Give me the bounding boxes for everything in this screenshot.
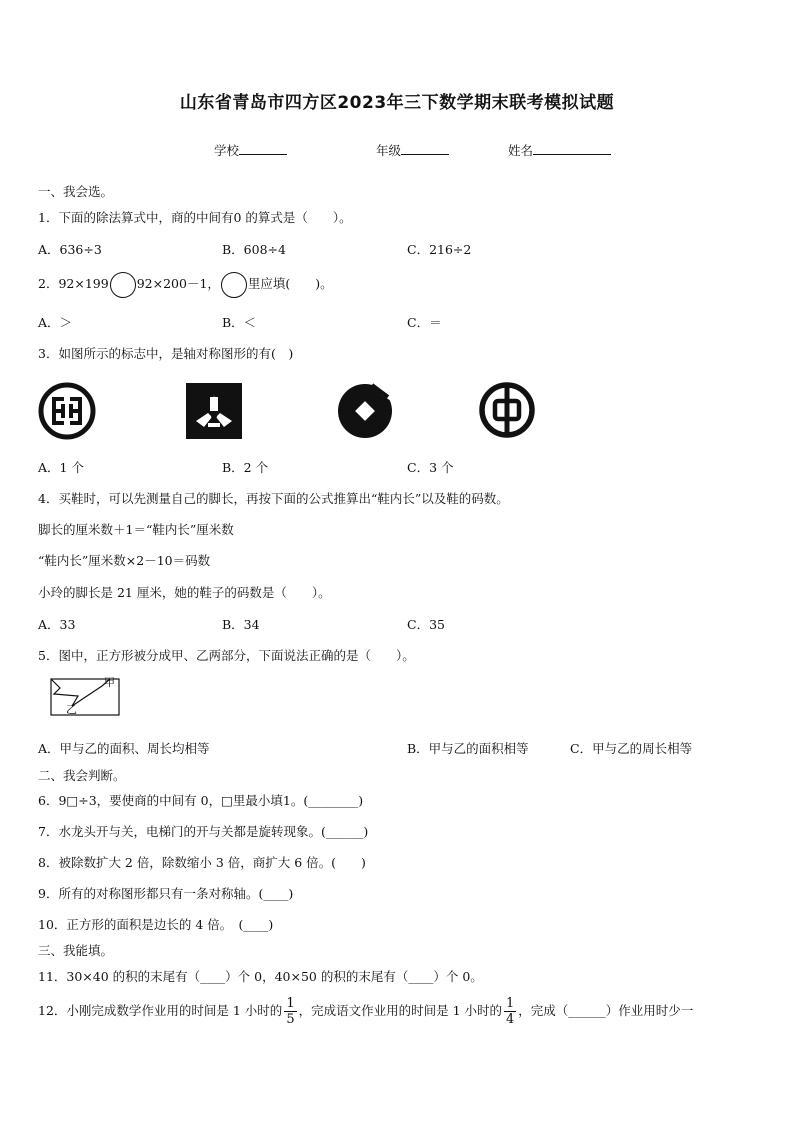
section-3-heading: 三、我能填。	[38, 943, 114, 958]
q2-part-3: 里应填( )。	[247, 276, 333, 291]
page-title: 山东省青岛市四方区2023年三下数学期末联考模拟试题	[179, 93, 615, 113]
q4-option-b[interactable]: B．34	[222, 617, 260, 632]
q3-stem: 3．如图所示的标志中，是轴对称图形的有( )	[38, 346, 294, 361]
q8: 8．被除数扩大 2 倍，除数缩小 3 倍，商扩大 6 倍。( )	[38, 855, 366, 870]
q4-formula-2: “鞋内长”厘米数×2－10＝码数	[38, 553, 211, 568]
q4-option-a[interactable]: A．33	[38, 617, 76, 632]
q12-part-1: 12．小刚完成数学作业用的时间是 1 小时的	[38, 1003, 283, 1018]
answer-circle-icon[interactable]	[110, 272, 136, 298]
section-1-heading: 一、我会选。	[38, 184, 114, 199]
q5-option-c[interactable]: C．甲与乙的周长相等	[570, 741, 693, 756]
fraction-one-fifth: $\frac{1}{5}$	[286, 996, 295, 1027]
school-blank[interactable]	[239, 142, 287, 155]
q2-option-c[interactable]: C．＝	[407, 315, 442, 330]
school-label: 学校	[214, 143, 240, 158]
q12	[38, 994, 693, 1028]
grade-field[interactable]	[376, 141, 449, 159]
q3-option-a[interactable]: A．1 个	[38, 460, 84, 475]
q11: 11．30×40 的积的末尾有（____）个 0，40×50 的积的末尾有（____）个 0。	[38, 969, 483, 984]
name-field[interactable]	[508, 141, 611, 159]
q10: 10．正方形的面积是边长的 4 倍。 (____)	[38, 917, 274, 932]
q9: 9．所有的对称图形都只有一条对称轴。(____)	[38, 886, 294, 901]
q12-part-2: ，完成语文作业用的时间是 1 小时的	[298, 1003, 502, 1018]
logo-boc-icon	[478, 381, 536, 439]
q12-part-3: ，完成（______）作业用时少一	[518, 1003, 694, 1018]
q1-option-b[interactable]: B．608÷4	[222, 242, 286, 257]
square-diagram	[50, 676, 122, 716]
q7: 7．水龙头开与关，电梯门的开与关都是旋转现象。(______)	[38, 824, 369, 839]
q1-option-c[interactable]: C．216÷2	[407, 242, 472, 257]
q2-option-b[interactable]: B．＜	[222, 315, 257, 330]
q6: 6．9□÷3，要使商的中间有 0，□里最小填1。(________)	[38, 793, 364, 808]
school-field[interactable]	[214, 141, 287, 159]
logo-cnbm-icon	[186, 383, 242, 439]
section-2-heading: 二、我会判断。	[38, 768, 126, 783]
q1-option-a[interactable]: A．636÷3	[38, 242, 102, 257]
q2-option-a[interactable]: A．＞	[38, 315, 73, 330]
grade-blank[interactable]	[401, 142, 449, 155]
name-blank[interactable]	[533, 142, 611, 155]
label-jia: 甲	[104, 676, 115, 689]
q5-option-a[interactable]: A．甲与乙的面积、周长均相等	[38, 741, 210, 756]
label-yi: 乙	[66, 703, 77, 716]
logo-icbc-icon	[38, 382, 96, 440]
q3-option-b[interactable]: B．2 个	[222, 460, 269, 475]
answer-circle-icon	[221, 272, 247, 298]
q4-question: 小玲的脚长是 21 厘米，她的鞋子的码数是（ ）。	[38, 585, 331, 600]
q4-stem: 4．买鞋时，可以先测量自己的脚长，再按下面的公式推算出“鞋内长”以及鞋的码数。	[38, 491, 509, 506]
q2-stem	[38, 271, 333, 298]
logo-ccb-icon	[336, 381, 394, 439]
q5-option-b[interactable]: B．甲与乙的面积相等	[407, 741, 529, 756]
q4-option-c[interactable]: C．35	[407, 617, 445, 632]
fraction-one-quarter: $\frac{1}{4}$	[506, 996, 515, 1027]
q5-stem: 5．图中，正方形被分成甲、乙两部分，下面说法正确的是（ ）。	[38, 648, 415, 663]
q1-stem: 1．下面的除法算式中，商的中间有0 的算式是（ ）。	[38, 210, 352, 225]
q2-part-2: 92×200－1，	[136, 276, 220, 291]
q2-part-1: 2．92×199	[38, 276, 109, 291]
q3-option-c[interactable]: C．3 个	[407, 460, 454, 475]
name-label: 姓名	[508, 143, 534, 158]
q4-formula-1: 脚长的厘米数＋1＝“鞋内长”厘米数	[38, 522, 234, 537]
grade-label: 年级	[376, 143, 402, 158]
